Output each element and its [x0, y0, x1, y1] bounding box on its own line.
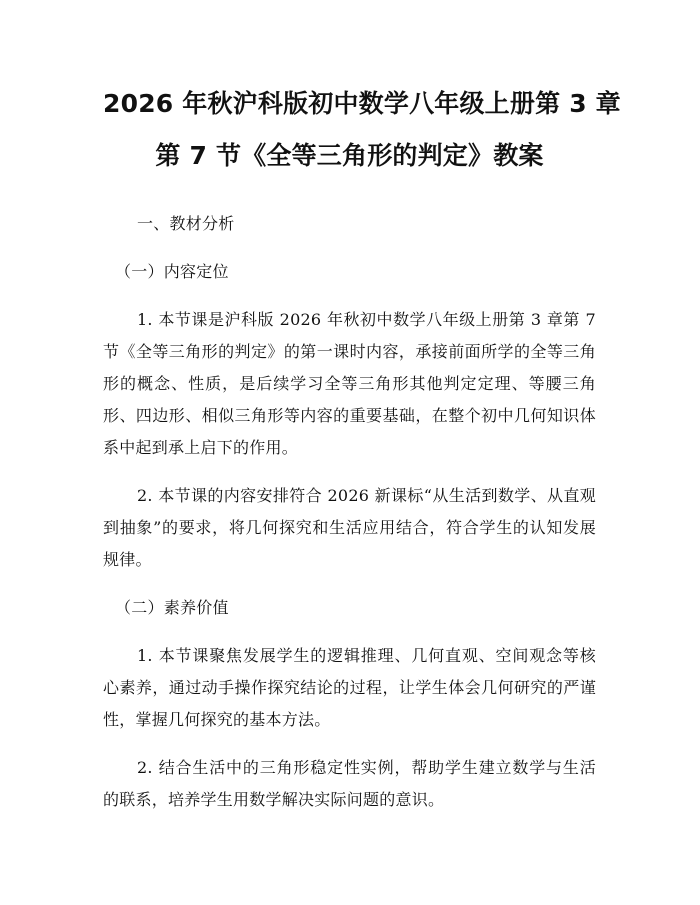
document-title [103, 78, 621, 182]
document-title-line-1: 2026 年秋沪科版初中数学八年级上册第 3 章 [103, 89, 621, 118]
paragraph-content-positioning-1: 1. 本节课是沪科版 2026 年秋初中数学八年级上册第 3 章第 7 节《全等三角形的判定》的第一课时内容，承接前面所学的全等三角形的概念、性质，是后续学习全等三角形其他判定定理、等腰三角形、四边形、相似三角形等内容的重要基础，在整个初中几何知识体系中起到承上启下的作用。 [103, 310, 596, 457]
subsection-heading-content-positioning: （一）内容定位 [115, 262, 229, 281]
section-heading-textbook-analysis: 一、教材分析 [137, 214, 235, 233]
document-title-line-2: 第 7 节《全等三角形的判定》教案 [155, 141, 544, 170]
paragraph-content-positioning-2: 2. 本节课的内容安排符合 2026 新课标“从生活到数学、从直观到抽象”的要求，将几何探究和生活应用结合，符合学生的认知发展规律。 [103, 486, 596, 569]
subsection-heading-literacy-value: （二）素养价值 [115, 598, 229, 617]
paragraph-literacy-value-1: 1. 本节课聚焦发展学生的逻辑推理、几何直观、空间观念等核心素养，通过动手操作探究结论的过程，让学生体会几何研究的严谨性，掌握几何探究的基本方法。 [103, 646, 596, 729]
document-content [103, 208, 596, 816]
paragraph-literacy-value-2: 2. 结合生活中的三角形稳定性实例，帮助学生建立数学与生活的联系，培养学生用数学解决实际问题的意识。 [103, 758, 596, 809]
